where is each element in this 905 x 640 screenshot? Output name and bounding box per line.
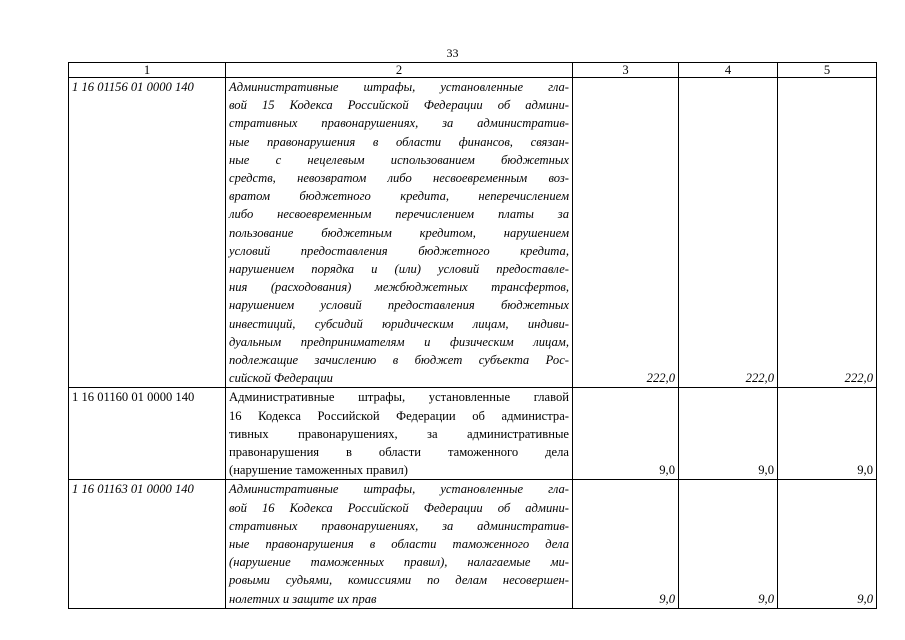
description-line: вратом бюджетного кредита, неперечислением — [229, 189, 569, 204]
header-col-4: 4 — [679, 63, 778, 78]
description-line: сийской Федерации — [229, 371, 333, 386]
amount-year-3: 9,0 — [778, 480, 877, 608]
table-header-row — [69, 63, 877, 78]
description-line: Административные штрафы, установленные гла- — [229, 80, 569, 94]
description-line: ные правонарушения в области финансов, связан- — [229, 134, 569, 149]
amount-year-1: 9,0 — [573, 480, 679, 608]
revenue-description — [226, 78, 573, 388]
amount-year-2: 9,0 — [679, 388, 778, 480]
budget-revenue-table — [68, 62, 877, 609]
description-line: нарушением порядка и (или) условий предоставле- — [229, 262, 569, 277]
description-line: правонарушения в области таможенного дела — [229, 445, 569, 460]
header-col-1: 1 — [69, 63, 226, 78]
page-number: 33 — [446, 46, 459, 60]
amount-year-2: 222,0 — [679, 78, 778, 388]
description-line: нолетних и защите их прав — [229, 591, 377, 606]
amount-year-1: 9,0 — [573, 388, 679, 480]
description-line: условий предоставления бюджетного кредита, — [229, 243, 569, 258]
description-line: нарушением условий предоставления бюджетных — [229, 298, 569, 313]
amount-year-2: 9,0 — [679, 480, 778, 608]
description-line: тивных правонарушениях, за административные — [229, 426, 569, 441]
amount-year-3: 222,0 — [778, 78, 877, 388]
description-line: либо несвоевременным перечислением платы за — [229, 207, 569, 222]
budget-classification-code: 1 16 01156 01 0000 140 — [69, 78, 226, 388]
description-line: средств, невозвратом либо несвоевременным воз- — [229, 171, 569, 186]
budget-classification-code: 1 16 01163 01 0000 140 — [69, 480, 226, 608]
description-line: подлежащие зачислению в бюджет субъекта Рос- — [229, 353, 569, 368]
header-col-3: 3 — [573, 63, 679, 78]
description-line: вой 16 Кодекса Российской Федерации об админи- — [229, 500, 569, 515]
header-col-2: 2 — [226, 63, 573, 78]
description-line: инвестиций, субсидий юридическим лицам, индиви- — [229, 316, 569, 331]
header-col-5: 5 — [778, 63, 877, 78]
table-row — [69, 388, 877, 480]
description-line: пользование бюджетным кредитом, нарушением — [229, 225, 569, 240]
description-line: (нарушение таможенных правил) — [229, 463, 408, 478]
revenue-description — [226, 480, 573, 608]
description-line: ные с нецелевым использованием бюджетных — [229, 152, 569, 167]
description-line: ния (расходования) межбюджетных трансфертов, — [229, 280, 569, 295]
amount-year-3: 9,0 — [778, 388, 877, 480]
table-row — [69, 480, 877, 608]
description-line: (нарушение таможенных правил), налагаемые ми- — [229, 555, 569, 570]
description-line: дуальным предпринимателям и физическим лицам, — [229, 334, 569, 349]
revenue-description — [226, 388, 573, 480]
description-line: 16 Кодекса Российской Федерации об администра- — [229, 408, 569, 423]
description-line: стративных правонарушениях, за административ- — [229, 116, 569, 131]
description-line: вой 15 Кодекса Российской Федерации об админи- — [229, 98, 569, 113]
description-line: ровыми судьями, комиссиями по делам несовершен- — [229, 573, 569, 588]
description-line: стративных правонарушениях, за административ- — [229, 518, 569, 533]
budget-classification-code: 1 16 01160 01 0000 140 — [69, 388, 226, 480]
description-line: Административные штрафы, установленные гла- — [229, 482, 569, 497]
description-line: Административные штрафы, установленные главой — [229, 390, 569, 405]
amount-year-1: 222,0 — [573, 78, 679, 388]
description-line: ные правонарушения в области таможенного дела — [229, 537, 569, 552]
table-row — [69, 78, 877, 388]
